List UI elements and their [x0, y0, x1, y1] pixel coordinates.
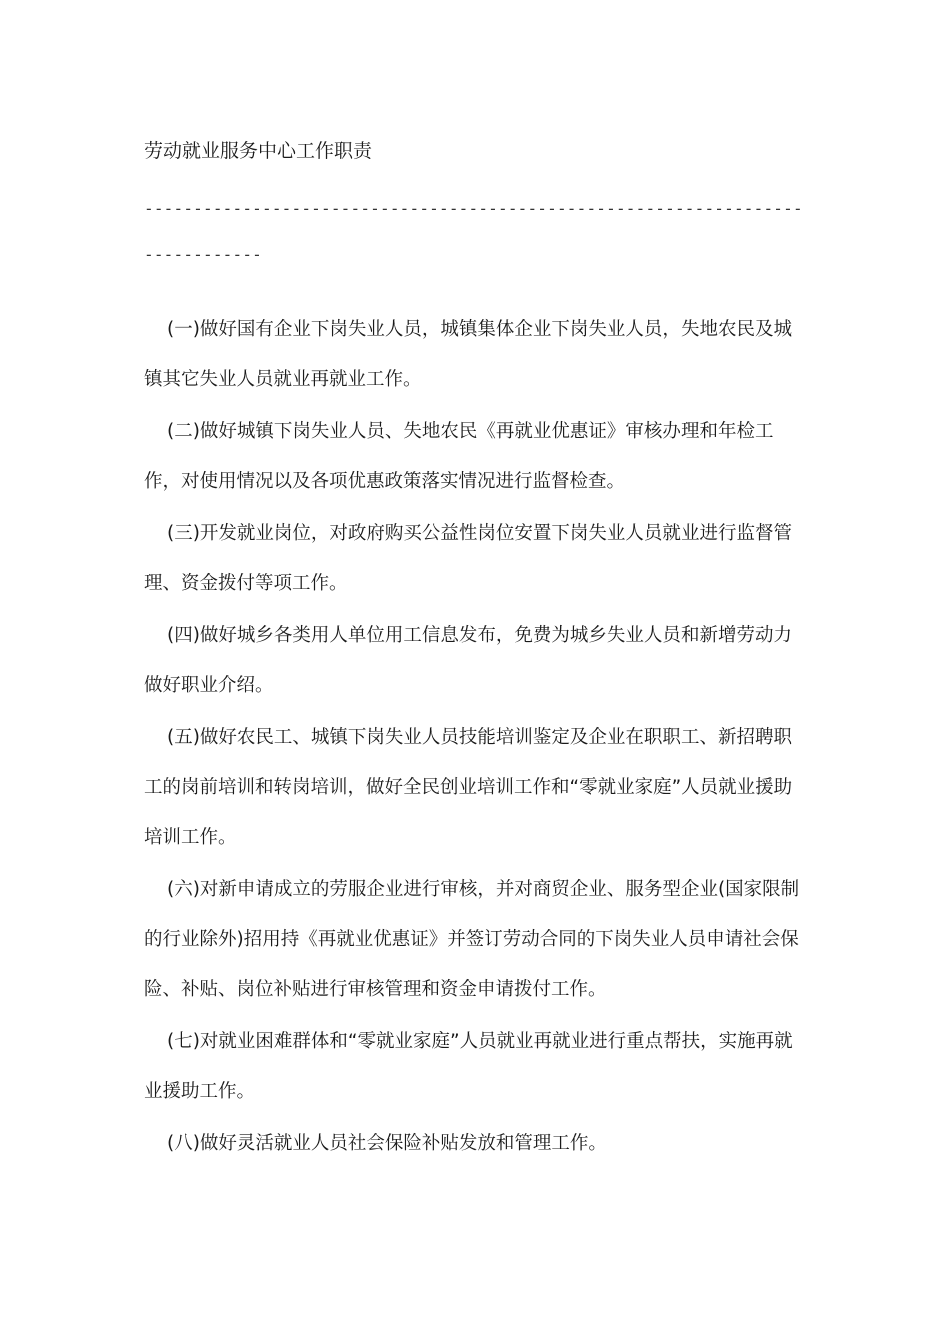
document-body — [144, 305, 806, 1171]
document-title: 劳动就业服务中心工作职责 — [144, 140, 373, 162]
paragraph-duty-3: (三)开发就业岗位，对政府购买公益性岗位安置下岗失业人员就业进行监督管理、资金拨付等项工作。 — [144, 523, 792, 594]
separator-line: ------------------------------------------------------------------------------- — [144, 199, 803, 264]
paragraph-duty-7: (七)对就业困难群体和“零就业家庭”人员就业再就业进行重点帮扶，实施再就业援助工作。 — [144, 1031, 793, 1102]
paragraph-duty-1: (一)做好国有企业下岗失业人员，城镇集体企业下岗失业人员，失地农民及城镇其它失业人员就业再就业工作。 — [144, 319, 792, 390]
paragraph-duty-8: (八)做好灵活就业人员社会保险补贴发放和管理工作。 — [167, 1133, 607, 1154]
paragraph-duty-4: (四)做好城乡各类用人单位用工信息发布，免费为城乡失业人员和新增劳动力做好职业介绍。 — [144, 625, 792, 696]
paragraph-duty-5: (五)做好农民工、城镇下岗失业人员技能培训鉴定及企业在职职工、新招聘职工的岗前培训和转岗培训，做好全民创业培训工作和“零就业家庭”人员就业援助培训工作。 — [144, 727, 793, 848]
paragraph-duty-6: (六)对新申请成立的劳服企业进行审核，并对商贸企业、服务型企业(国家限制的行业除外)招用持《再就业优惠证》并签订劳动合同的下岗失业人员申请社会保险、补贴、岗位补贴进行审核管理和资金申请拨付工作。 — [144, 879, 800, 1000]
paragraph-duty-2: (二)做好城镇下岗失业人员、失地农民《再就业优惠证》审核办理和年检工作，对使用情况以及各项优惠政策落实情况进行监督检查。 — [144, 421, 774, 492]
